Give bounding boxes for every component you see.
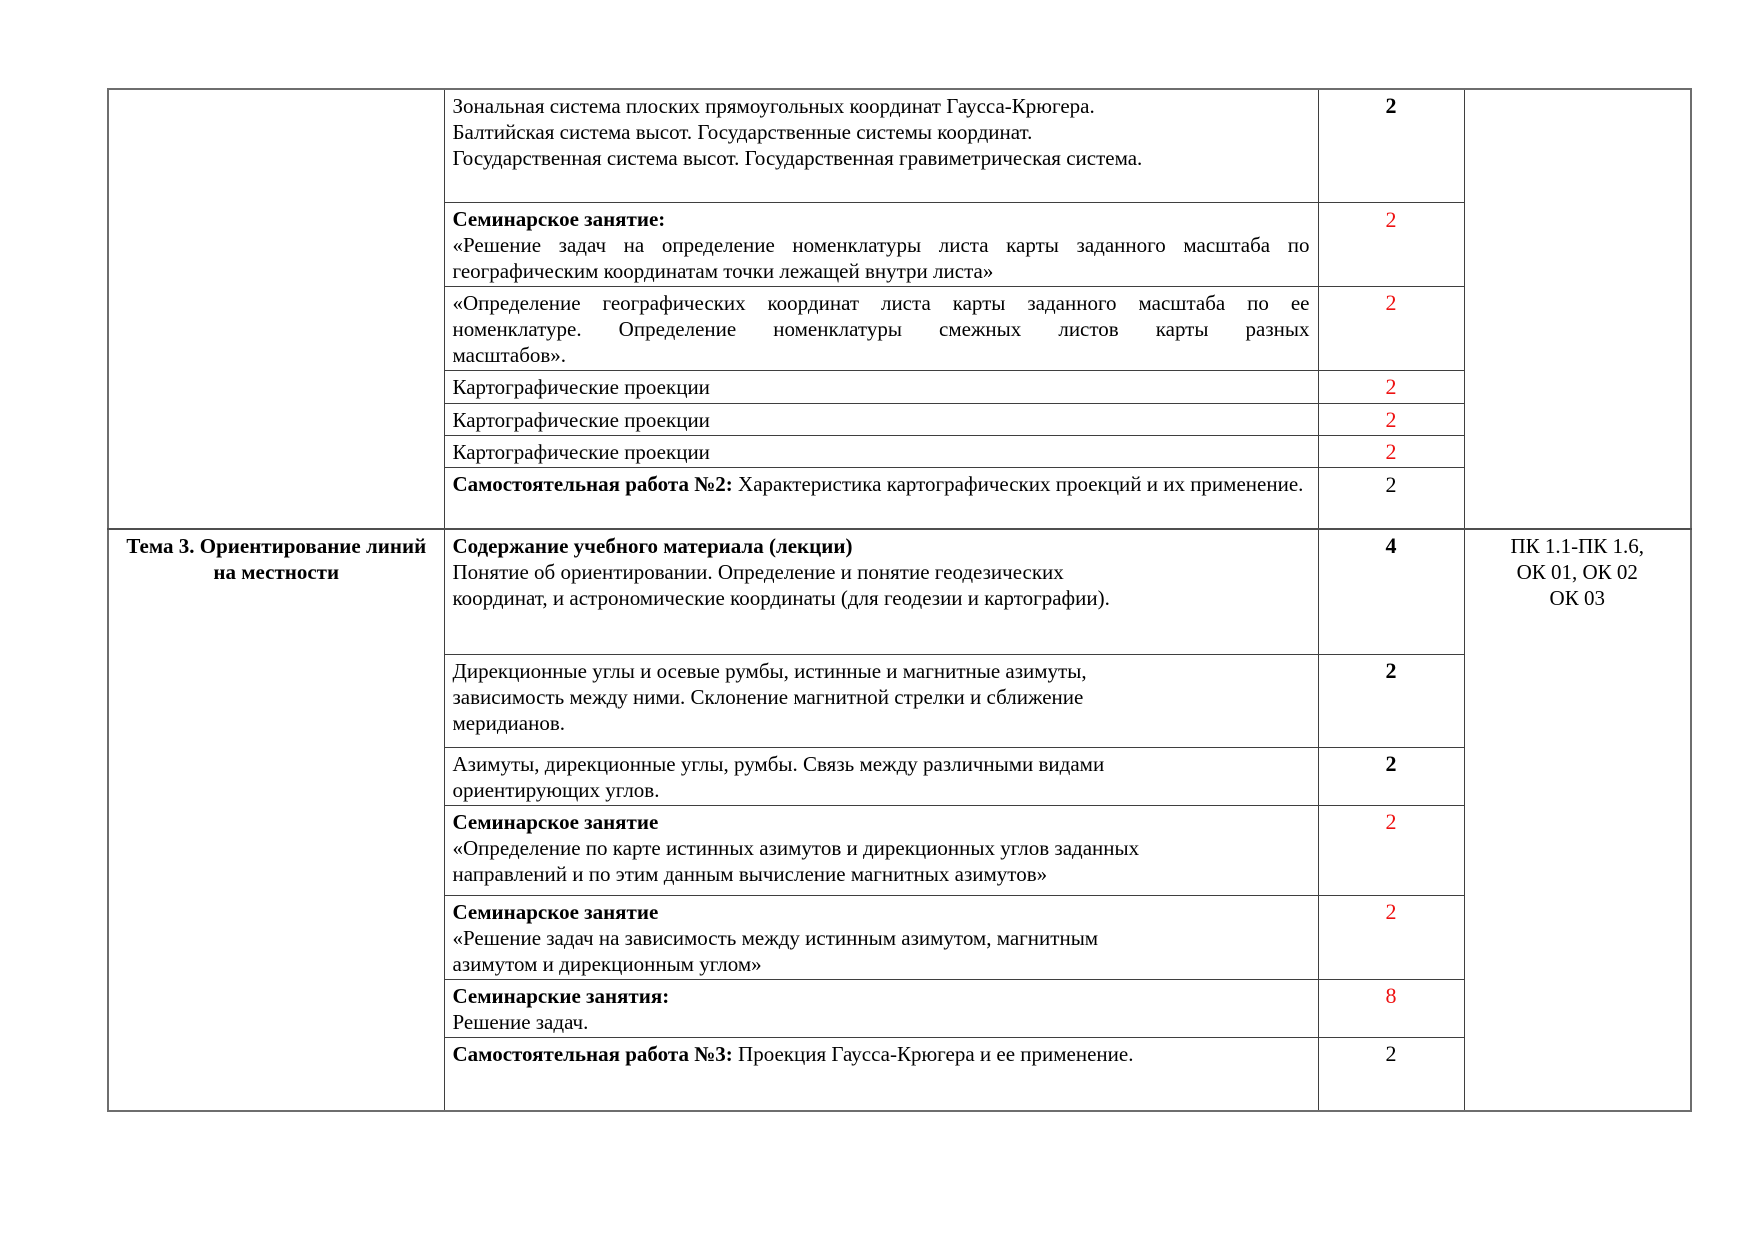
row-7-label: Самостоятельная работа №2:	[452, 471, 733, 496]
row-12-title: Семинарское занятие	[452, 899, 659, 924]
row-5-hours-cell	[1318, 403, 1464, 435]
table-row	[108, 89, 1691, 202]
row-12-hours-cell	[1318, 895, 1464, 979]
row-8-line-1: Понятие об ориентировании. Определение и понятие геодезических	[452, 560, 1064, 584]
hours-value: 2	[1385, 206, 1397, 232]
row-2-hours-cell	[1318, 202, 1464, 286]
row-10-hours-cell	[1318, 747, 1464, 805]
row-8-hours-cell	[1318, 529, 1464, 654]
row-12-line-1: «Решение задач на зависимость между истинным азимутом, магнитным	[452, 925, 1099, 950]
row-1-hours-cell	[1318, 89, 1464, 202]
row-11-title: Семинарское занятие	[452, 809, 659, 834]
row-9-line-3: меридианов.	[452, 710, 565, 735]
row-9-line-2: зависимость между ними. Склонение магнитной стрелки и сближение	[452, 684, 1084, 709]
row-12-line-2: азимутом и дирекционным углом»	[452, 951, 762, 976]
row-10-content-cell	[444, 747, 1318, 805]
competency-line-2: ОК 01, ОК 02	[1516, 560, 1638, 584]
row-9-content-cell	[444, 654, 1318, 747]
row-14-content-cell	[444, 1037, 1318, 1111]
hours-value: 8	[1385, 982, 1397, 1008]
competency-line-3: ОК 03	[1549, 586, 1605, 610]
row-4-line-1: Картографические проекции	[452, 374, 710, 399]
row-3-line-1: «Определение географических координат листа карты заданного масштаба по ее	[452, 290, 1310, 315]
row-4-content-cell	[444, 370, 1318, 403]
row-3-line-2: номенклатуре. Определение номенклатуры смежных листов карты разных	[452, 316, 1310, 341]
theme-cell-empty	[108, 89, 444, 529]
row-6-hours-cell	[1318, 435, 1464, 467]
hours-value: 2	[1385, 657, 1397, 683]
row-8-content-cell	[444, 529, 1318, 654]
row-14-label: Самостоятельная работа №3:	[452, 1041, 733, 1066]
row-12-content-cell	[444, 895, 1318, 979]
row-7-content-cell	[444, 467, 1318, 529]
row-4-hours-cell	[1318, 370, 1464, 403]
row-13-hours-cell	[1318, 979, 1464, 1037]
row-11-line-2: направлений и по этим данным вычисление магнитных азимутов»	[452, 861, 1048, 886]
row-1-line-3: Государственная система высот. Государственная гравиметрическая система.	[452, 146, 1143, 170]
theme-cell-tema-3: Тема 3. Ориентирование линий на местности	[108, 529, 444, 1111]
row-1-content-cell	[444, 89, 1318, 202]
row-6-line-1: Картографические проекции	[452, 439, 710, 464]
row-9-line-1: Дирекционные углы и осевые румбы, истинные и магнитные азимуты,	[452, 658, 1087, 683]
row-14-hours-cell	[1318, 1037, 1464, 1111]
curriculum-table	[107, 88, 1692, 1112]
row-8-title: Содержание учебного материала (лекции)	[452, 534, 853, 558]
hours-value: 2	[1385, 1040, 1397, 1066]
hours-value: 2	[1385, 750, 1397, 776]
row-10-line-1: Азимуты, дирекционные углы, румбы. Связь между различными видами	[452, 751, 1105, 776]
row-3-content-cell	[444, 286, 1318, 370]
hours-value: 4	[1385, 533, 1397, 558]
competency-cell-empty	[1464, 89, 1691, 529]
row-3-line-3: масштабов».	[452, 342, 567, 367]
row-11-line-1: «Определение по карте истинных азимутов и дирекционных углов заданных	[452, 835, 1140, 860]
row-7-text: Характеристика картографических проекций и их применение.	[732, 471, 1304, 496]
hours-value: 2	[1385, 898, 1397, 924]
row-9-hours-cell	[1318, 654, 1464, 747]
row-11-content-cell	[444, 805, 1318, 895]
competency-line-1: ПК 1.1-ПК 1.6,	[1510, 534, 1645, 558]
hours-value: 2	[1385, 808, 1397, 834]
row-3-hours-cell	[1318, 286, 1464, 370]
hours-value: 2	[1385, 289, 1397, 315]
row-2-content-cell	[444, 202, 1318, 286]
row-1-line-1: Зональная система плоских прямоугольных координат Гаусса-Крюгера.	[452, 94, 1095, 118]
competency-cell	[1464, 529, 1691, 1111]
hours-value: 2	[1385, 373, 1397, 399]
row-2-title: Семинарское занятие:	[452, 206, 666, 231]
row-2-line-1: «Решение задач на определение номенклатуры листа карты заданного масштаба по	[452, 232, 1310, 257]
hours-value: 2	[1385, 93, 1397, 118]
row-13-line-1: Решение задач.	[452, 1009, 589, 1034]
row-6-content-cell	[444, 435, 1318, 467]
row-7-hours-cell	[1318, 467, 1464, 529]
hours-value: 2	[1385, 438, 1397, 464]
row-5-line-1: Картографические проекции	[452, 407, 710, 432]
row-10-line-2: ориентирующих углов.	[452, 777, 660, 802]
row-2-line-2: географическим координатам точки лежащей внутри листа»	[452, 258, 994, 283]
hours-value: 2	[1385, 406, 1397, 432]
table-row	[108, 529, 1691, 654]
row-13-title: Семинарские занятия:	[452, 983, 670, 1008]
hours-value: 2	[1385, 471, 1397, 497]
row-13-content-cell	[444, 979, 1318, 1037]
row-14-text: Проекция Гаусса-Крюгера и ее применение.	[732, 1041, 1134, 1066]
row-1-line-2: Балтийская система высот. Государственные системы координат.	[452, 120, 1033, 144]
row-8-line-2: координат, и астрономические координаты (для геодезии и картографии).	[452, 586, 1110, 610]
row-5-content-cell	[444, 403, 1318, 435]
row-11-hours-cell	[1318, 805, 1464, 895]
